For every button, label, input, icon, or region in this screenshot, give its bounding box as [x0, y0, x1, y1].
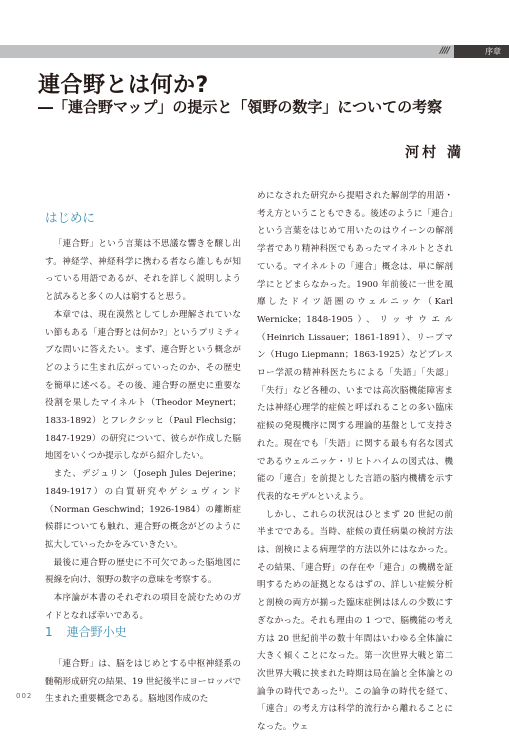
page-subtitle: ―「連合野マップ」の提示と「領野の数字」についての考察: [38, 98, 443, 116]
section-heading-history: [45, 623, 127, 640]
paragraph: しかし、これらの状況はひとまず 20 世紀の前半までである。当時、症候の責任病巣の検討方法は、剖検による病理学的方法以外にはなかった。その結果、「連合野」の存在や「連合」の機構を証明するための証拠となるはずの、詳しい症候分析と剖検の両方が揃った臨床症例はほんの少数にすぎなかった。それも理由の 1 つで、脳機能の考え方は 20 世紀前半の数十年間はいわゆる全体論に大きく傾くことになった。第一次世界大戦と第二次世界大戦に挟まれた時期は局在論と全体論との論争の時代であった¹⁾。この論争の時代を経て、「連合」の考え方は科学的流行から離れることになった。ウェ: [257, 509, 453, 733]
paragraph: また、デジュリン（Joseph Jules Dejerine；1849-1917）の白質研究やゲシュヴィンド（Norman Geschwind；1926-1984）の離断症候群についても触れ、連合野の概念がどのように拡大していったかをみていきたい。: [45, 469, 241, 550]
chapter-header-bar: [0, 45, 509, 58]
header-slashes: ////: [439, 46, 449, 56]
paragraph: 本序論が本書のそれぞれの項目を読むためのガイドとなれば幸いである。: [45, 593, 241, 621]
paragraph: 最後に連合野の歴史に不可欠であった脳地図に視線を向け、領野の数字の意味を考察する。: [45, 557, 241, 586]
paragraph: 「連合野」という言葉は不思議な響きを醸し出す。神経学、神経科学に携わる者なら誰しもが知っている用語であるが、それを詳しく説明しようと試みると多くの人は窮すると思う。: [45, 239, 241, 303]
intro-text: [45, 236, 241, 625]
page-title: 連合野とは何か?: [38, 73, 209, 98]
section-number: 1: [45, 625, 53, 639]
section-title: 連合野小史: [66, 625, 127, 639]
chapter-label-box: [454, 45, 509, 58]
chapter-label: 序章: [485, 47, 501, 56]
page-number: 002: [16, 692, 33, 700]
paragraph: 「連合野」は、脳をはじめとする中枢神経系の髄鞘形成研究の結果、19 世紀後半にヨーロッパで生まれた重要概念である。脳地図作成のた: [45, 659, 241, 705]
paragraph: 本章では、現在漠然としてしか理解されていない節もある「連合野とは何か?」というプリミティブな問いに答えたい。まず、連合野という概念がどのように生まれ広がっていったのか、その歴史を簡単に述べる。その後、連合野の歴史に重要な役割を果したマイネルト（Theodor Meynert；1833-1892）とフレクシッヒ（Paul Flechsig；1847-1929）の研究について、彼らが作成した脳地図をいくつか提示しながら紹介したい。: [45, 309, 241, 462]
paragraph: めになされた研究から提唱された解剖学的用語・考え方ということもできる。後述のように「連合」という言葉をはじめて用いたのはウイーンの解剖学者であり精神科医でもあったマイネルトとされている。マイネルトの「連合」概念は、単に解剖学にとどまらなかった。1900 年前後に一世を風靡したドイツ語圏のウェルニッケ（Karl Wernicke；1848-1905）、リッサウエル（Heinrich Lissauer；1861-1891）、リープマン（Hugo Liepmann；1863-1925）などブレスロー学派の精神科医たちによる「失語」「失認」「失行」など各種の、いまでは高次脳機能障害または神経心理学的症候と呼ばれることの多い臨床症候の発現機序に関する理論的基盤として支持された。現在でも「失語」に関する最も有名な図式であるウェルニッケ・リヒトハイムの図式は、機能の「連合」を前提とした言語の脳内機構を示す代表的なモデルといえよう。: [257, 191, 453, 502]
section-heading-intro: はじめに: [45, 210, 96, 225]
history-text: [45, 656, 241, 709]
author-name: 河村 満: [405, 145, 464, 161]
right-column-text: [257, 188, 453, 737]
